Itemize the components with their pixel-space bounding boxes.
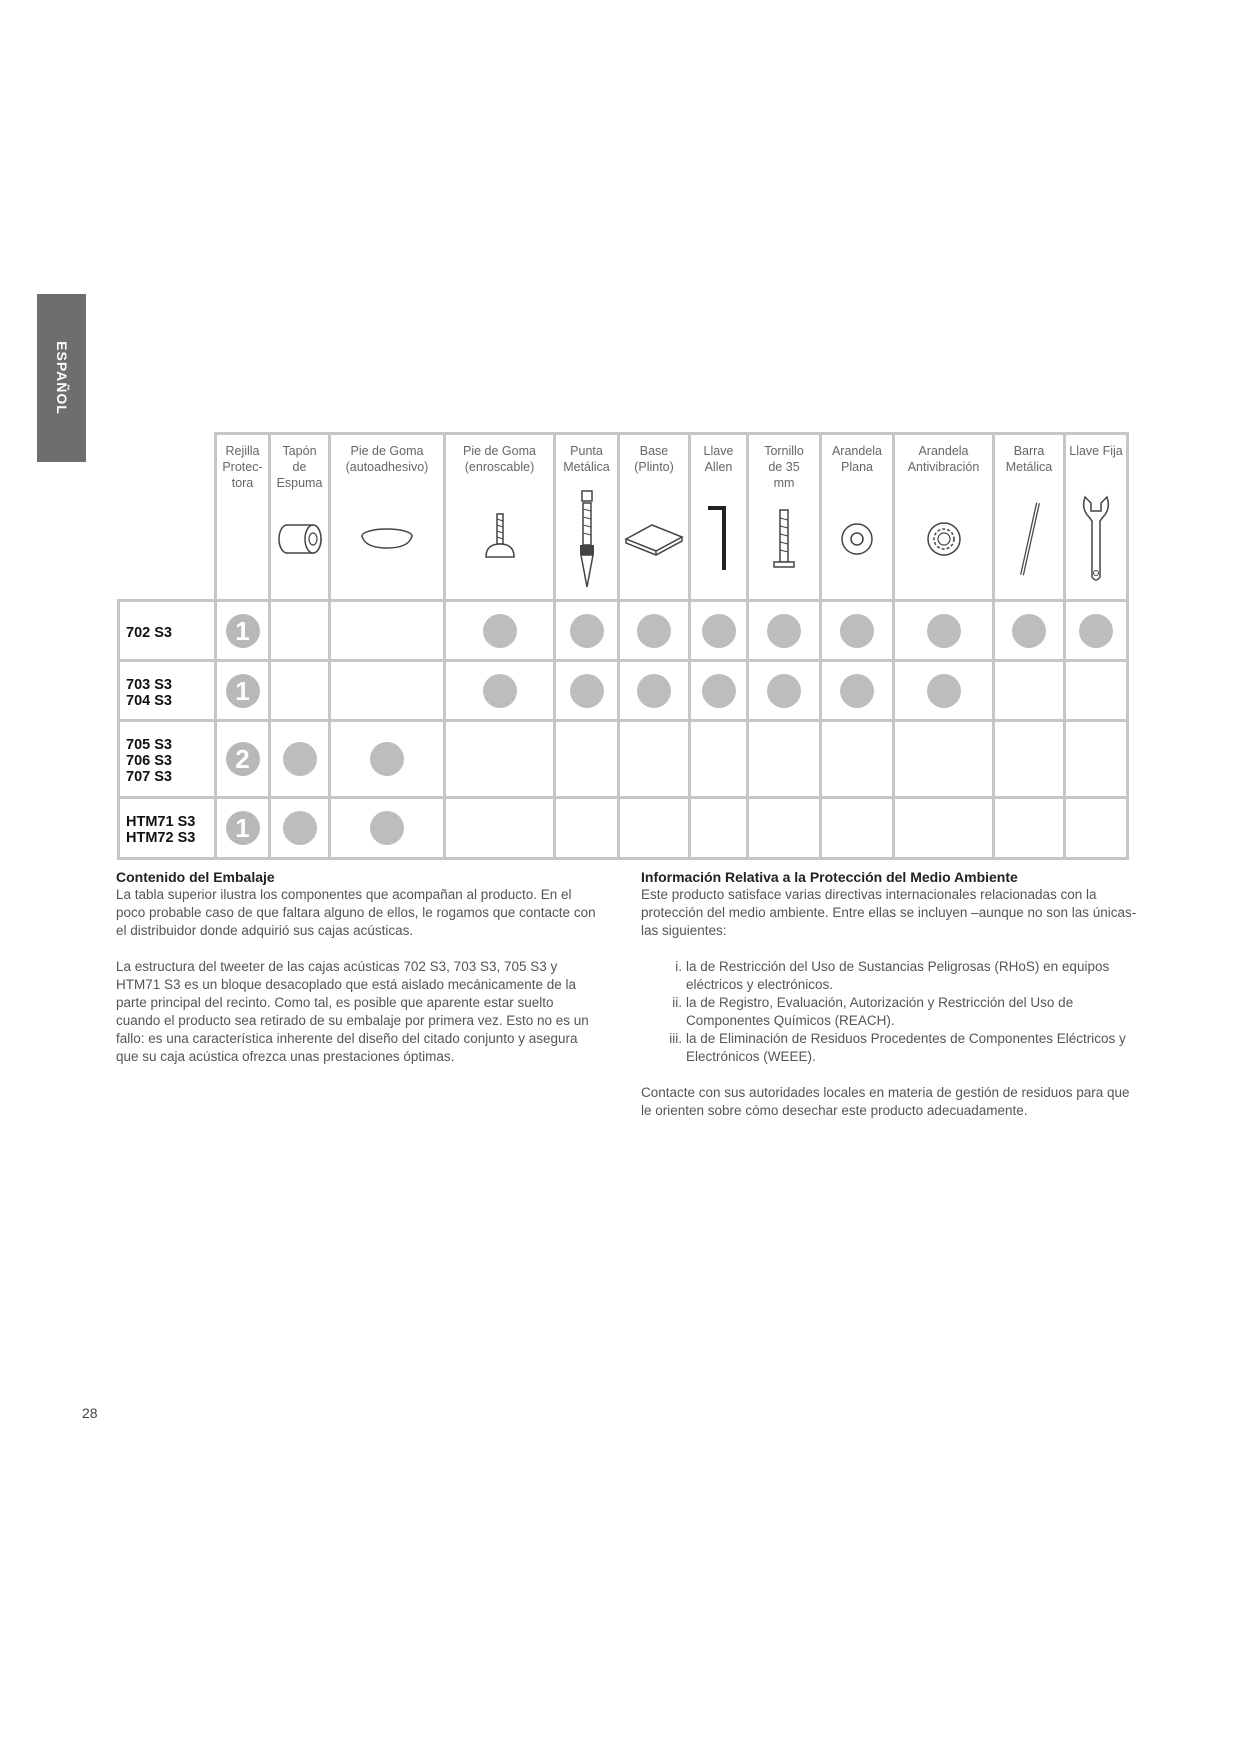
flat-washer-icon (839, 521, 875, 557)
included-dot (570, 614, 604, 648)
table-cell (894, 798, 994, 859)
rubber-foot-adhesive-icon (357, 524, 417, 554)
table-cell (445, 798, 555, 859)
column-header: Arandela Antivibración (894, 434, 994, 601)
table-cell (270, 601, 330, 661)
included-dot (637, 674, 671, 708)
table-cell (894, 721, 994, 798)
table-cell (619, 798, 690, 859)
spanner-icon (1079, 493, 1113, 585)
table-cell (555, 721, 619, 798)
table-cell (994, 798, 1065, 859)
table-cell (270, 721, 330, 798)
column-header: Base (Plinto) (619, 434, 690, 601)
table-cell (994, 661, 1065, 721)
column-header: Pie de Goma (enroscable) (445, 434, 555, 601)
column-header: Llave Allen (690, 434, 748, 601)
package-contents-paragraph-2: La estructura del tweeter de las cajas acústicas 702 S3, 703 S3, 705 S3 y HTM71 S3 es un bloque desacoplado que está aislado mecánicamente de la parte principal del recinto. Como tal, es posible que aparente estar suelto cuando el producto sea retirado de su embalaje por primera vez. Esto no es un fallo: es una característica inherente del diseño del citado conjunto y asegura que su caja acústica ofrezca unas prestaciones óptimas. (116, 959, 589, 1064)
table-cell (330, 661, 445, 721)
included-dot (370, 742, 404, 776)
column-header: Arandela Plana (821, 434, 894, 601)
table-cell (445, 601, 555, 661)
table-cell (894, 661, 994, 721)
table-cell (555, 601, 619, 661)
table-cell (445, 661, 555, 721)
table-cell (894, 601, 994, 661)
included-dot (702, 674, 736, 708)
table-cell (821, 798, 894, 859)
package-contents-table (117, 432, 1129, 860)
directives-list (641, 958, 1141, 1066)
list-item: ii. la de Registro, Evaluación, Autorización y Restricción del Uso de Componentes Químicos (REACH). (672, 995, 1074, 1028)
table-cell (555, 661, 619, 721)
table-cell (821, 601, 894, 661)
environment-paragraph-2: Contacte con sus autoridades locales en materia de gestión de residuos para que le orienten sobre cómo desechar este producto adecuadamente. (641, 1085, 1130, 1118)
table-cell (1065, 601, 1128, 661)
column-header: Tornillo de 35 mm (748, 434, 821, 601)
table-cell (619, 721, 690, 798)
included-dot (767, 674, 801, 708)
plinth-icon (622, 519, 686, 559)
included-dot (370, 811, 404, 845)
table-corner (119, 434, 216, 601)
column-header: Barra Metálica (994, 434, 1065, 601)
included-dot (283, 742, 317, 776)
package-contents-paragraph-1: La tabla superior ilustra los componentes que acompañan al producto. En el poco probable caso de que faltara alguno de ellos, le rogamos que contacte con el distribuidor donde adquirió sus cajas acústicas. (116, 887, 596, 938)
column-header: Tapón de Espuma (270, 434, 330, 601)
rubber-foot-screw-icon (480, 509, 520, 569)
included-dot (570, 674, 604, 708)
screw-35mm-icon (769, 506, 799, 572)
table-cell (330, 721, 445, 798)
model-cell: 702 S3 (119, 601, 216, 661)
column-header: Llave Fija (1065, 434, 1128, 601)
table-cell (690, 661, 748, 721)
table-cell (748, 721, 821, 798)
table-cell (1065, 721, 1128, 798)
table-row (119, 661, 1128, 721)
included-dot (702, 614, 736, 648)
table-cell (821, 721, 894, 798)
table-cell (748, 661, 821, 721)
table-cell (1065, 798, 1128, 859)
included-dot (637, 614, 671, 648)
metal-spike-icon (572, 489, 602, 589)
metal-bar-icon (1014, 499, 1044, 579)
table-cell (690, 721, 748, 798)
table-header-row (119, 434, 1128, 601)
table-cell (330, 601, 445, 661)
quantity-badge: 1 (226, 674, 260, 708)
table-cell (1065, 661, 1128, 721)
table-row (119, 601, 1128, 661)
included-dot (840, 614, 874, 648)
table-cell (690, 798, 748, 859)
model-cell: 703 S3 704 S3 (119, 661, 216, 721)
table-cell (216, 798, 270, 859)
grille-icon (238, 534, 248, 544)
table-cell (330, 798, 445, 859)
table-cell (619, 601, 690, 661)
quantity-badge: 2 (226, 742, 260, 776)
table-cell (619, 661, 690, 721)
column-header: Rejilla Protec- tora (216, 434, 270, 601)
environment-paragraph-1: Este producto satisface varias directivas internacionales relacionadas con la protección del medio ambiente. Entre ellas se incluyen –aunque no son las únicas- las siguientes: (641, 887, 1137, 938)
environment-heading: Información Relativa a la Protección del Medio Ambiente (641, 869, 1018, 885)
language-tab-label: ESPAÑOL (53, 341, 70, 415)
included-dot (927, 674, 961, 708)
table-row (119, 721, 1128, 798)
anti-vibration-washer-icon (925, 520, 963, 558)
included-dot (483, 674, 517, 708)
table-cell (270, 798, 330, 859)
page-number: 28 (82, 1405, 98, 1421)
model-cell: 705 S3 706 S3 707 S3 (119, 721, 216, 798)
table-cell (216, 721, 270, 798)
included-dot (840, 674, 874, 708)
list-item: i. la de Restricción del Uso de Sustancias Peligrosas (RHoS) en equipos eléctricos y electrónicos. (675, 959, 1110, 992)
table-cell (555, 798, 619, 859)
allen-key-icon (704, 504, 734, 574)
column-header: Punta Metálica (555, 434, 619, 601)
language-tab (37, 294, 86, 462)
quantity-badge: 1 (226, 811, 260, 845)
table-cell (821, 661, 894, 721)
column-header: Pie de Goma (autoadhesivo) (330, 434, 445, 601)
included-dot (767, 614, 801, 648)
foam-bung-icon (275, 519, 325, 559)
table-cell (445, 721, 555, 798)
table-cell (216, 601, 270, 661)
environment-section (641, 868, 1141, 1138)
table-row (119, 798, 1128, 859)
table-cell (270, 661, 330, 721)
included-dot (1012, 614, 1046, 648)
included-dot (927, 614, 961, 648)
table-cell (994, 601, 1065, 661)
package-contents-heading: Contenido del Embalaje (116, 869, 275, 885)
included-dot (483, 614, 517, 648)
table-cell (690, 601, 748, 661)
model-cell: HTM71 S3 HTM72 S3 (119, 798, 216, 859)
package-contents-section (116, 868, 596, 1084)
table-cell (748, 798, 821, 859)
quantity-badge: 1 (226, 614, 260, 648)
list-item: iii. la de Eliminación de Residuos Procedentes de Componentes Eléctricos y Electrónicos (WEEE). (669, 1031, 1126, 1064)
included-dot (1079, 614, 1113, 648)
table-cell (748, 601, 821, 661)
included-dot (283, 811, 317, 845)
table-cell (994, 721, 1065, 798)
table-cell (216, 661, 270, 721)
